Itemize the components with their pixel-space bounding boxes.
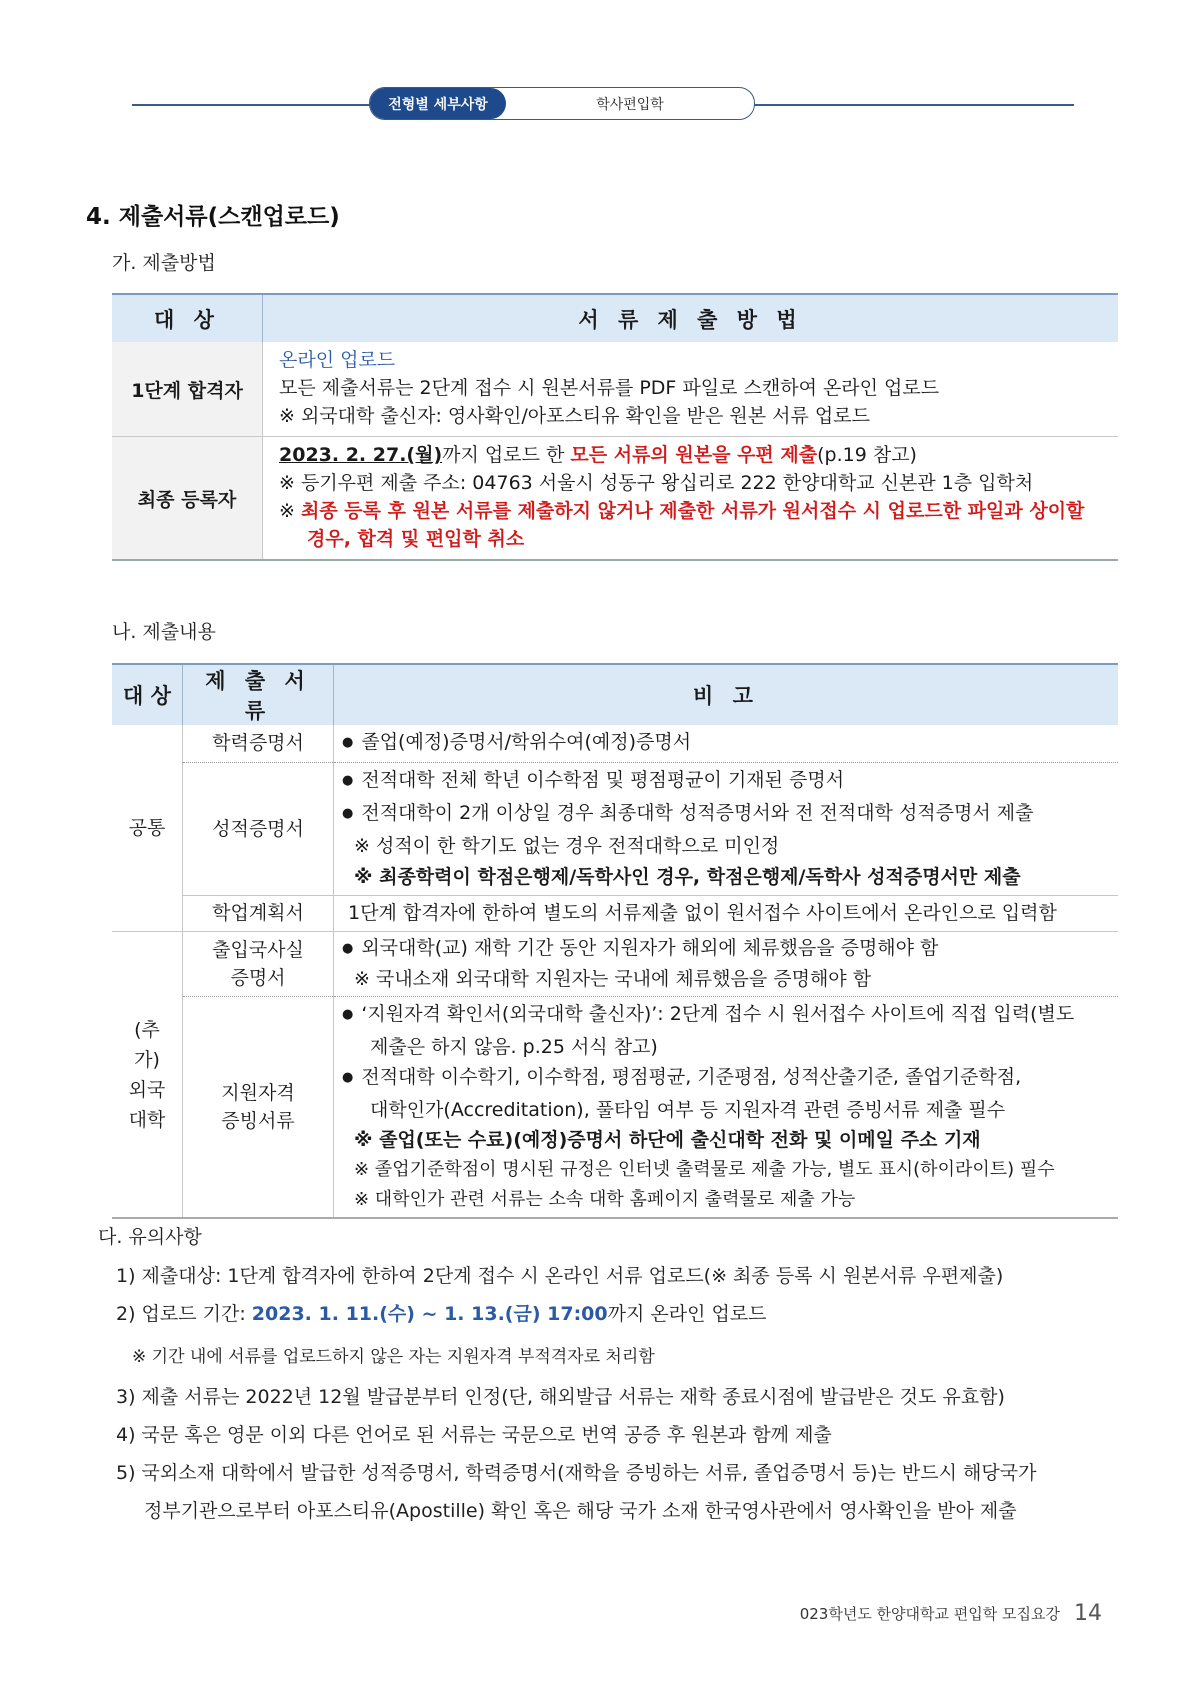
remark-note: ※ 국내소재 외국대학 지원자는 국내에 체류했음을 증명해야 함 <box>354 968 872 990</box>
notice-item-2-note: ※ 기간 내에 서류를 업로드하지 않은 자는 지원자격 부적격자로 처리함 <box>132 1347 655 1367</box>
warning-note <box>279 497 1108 525</box>
row-label: 최종 등록자 <box>112 437 263 561</box>
doc-name: 출입국사실 증명서 <box>183 932 334 997</box>
remark-note: ※ 졸업기준학점이 명시된 규정은 인터넷 출력물로 제출 가능, 별도 표시(하이라이트) 필수 <box>354 1159 1055 1180</box>
remark-note: ※ 최종학력이 학점은행제/독학사인 경우, 학점은행제/독학사 성적증명서만 제출 <box>354 866 1021 888</box>
notice-item-2 <box>116 1299 767 1326</box>
remark-cell <box>334 763 1119 896</box>
header-tab-group <box>369 87 755 120</box>
table-header-docs: 제 출 서 류 <box>183 664 334 725</box>
notice-text: 2) 업로드 기간: <box>116 1303 252 1325</box>
part-b-title: 나. 제출내용 <box>112 621 216 643</box>
remark-continued: 제출은 하지 않음. p.25 서식 참고) <box>370 1036 658 1058</box>
doc-name: 학업계획서 <box>183 896 334 932</box>
highlight-text: 모든 서류의 원본을 우편 제출 <box>570 444 818 466</box>
notice-text: 까지 온라인 업로드 <box>607 1303 767 1325</box>
table-header-remarks: 비 고 <box>334 664 1119 725</box>
remark-bullet: ● 전적대학 전체 학년 이수학점 및 평점평균이 기재된 증명서 <box>342 765 1108 798</box>
doc-name: 지원자격 증빙서류 <box>183 997 334 1219</box>
notice-item-3: 3) 제출 서류는 2022년 12월 발급분부터 인정(단, 해외발급 서류는 재학 종료시점에 발급받은 것도 유효함) <box>116 1386 1005 1408</box>
table-row <box>112 932 1118 997</box>
notice-item-5-continued: 정부기관으로부터 아포스티유(Apostille) 확인 혹은 해당 국가 소재 한국영사관에서 영사확인을 받아 제출 <box>144 1500 1017 1522</box>
remark-cell <box>334 997 1119 1219</box>
table-row <box>112 725 1118 763</box>
remark-cell <box>334 932 1119 997</box>
table-row <box>112 896 1118 932</box>
row-text-part: 까지 업로드 한 <box>442 444 571 466</box>
doc-name: 학력증명서 <box>183 725 334 763</box>
notice-item-1: 1) 제출대상: 1단계 합격자에 한하여 2단계 접수 시 온라인 서류 업로드(※ 최종 등록 시 원본서류 우편제출) <box>116 1265 1004 1287</box>
table-header-target: 대 상 <box>112 294 263 342</box>
footer-text: 023학년도 한양대학교 편입학 모집요강 <box>799 1605 1060 1623</box>
remark-bullet: ● 졸업(예정)증명서/학위수여(예정)증명서 <box>342 727 1108 760</box>
warning-text: 경우, 합격 및 편입학 취소 <box>307 528 525 550</box>
section-title: 4. 제출서류(스캔업로드) <box>86 204 340 230</box>
remark-cell: 1단계 합격자에 한하여 별도의 서류제출 없이 원서접수 사이트에서 온라인으로 입력함 <box>334 896 1119 932</box>
row-content <box>263 342 1119 437</box>
table-row <box>112 437 1118 561</box>
row-text <box>279 441 1108 469</box>
remark-bullet: ● 외국대학(교) 재학 기간 동안 지원자가 해외에 체류했음을 증명해야 함 <box>342 934 1108 965</box>
page-footer <box>800 1601 1102 1626</box>
row-note: ※ 외국대학 출신자: 영사확인/아포스티유 확인을 받은 원본 서류 업로드 <box>279 405 870 427</box>
warning-text: 최종 등록 후 원본 서류를 제출하지 않거나 제출한 서류가 원서접수 시 업로드한 파일과 상이할 <box>300 500 1085 522</box>
page-number: 14 <box>1074 1601 1102 1626</box>
remark-cell <box>334 725 1119 763</box>
submission-content-table <box>112 663 1118 1219</box>
remark-note: ※ 대학인가 관련 서류는 소속 대학 홈페이지 출력물로 제출 가능 <box>354 1189 856 1210</box>
table-row <box>112 763 1118 896</box>
remark-continued: 대학인가(Accreditation), 풀타임 여부 등 지원자격 관련 증빙서류 제출 필수 <box>370 1099 1006 1121</box>
upload-period: 2023. 1. 11.(수) ~ 1. 13.(금) 17:00 <box>251 1303 608 1325</box>
row-text-part: (p.19 참고) <box>817 444 917 466</box>
doc-name: 성적증명서 <box>183 763 334 896</box>
mailing-address: ※ 등기우편 제출 주소: 04763 서울시 성동구 왕십리로 222 한양대학교 신본관 1층 입학처 <box>279 472 1034 494</box>
remark-bullet: ● ‘지원자격 확인서(외국대학 출신자)’: 2단계 접수 시 원서접수 사이트에 직접 입력(별도 <box>342 999 1108 1032</box>
row-content <box>263 437 1119 561</box>
table-row <box>112 997 1118 1219</box>
part-c-title: 다. 유의사항 <box>98 1226 202 1248</box>
notice-item-4: 4) 국문 혹은 영문 이외 다른 언어로 된 서류는 국문으로 번역 공증 후 원본과 함께 제출 <box>116 1424 832 1446</box>
notice-item-5: 5) 국외소재 대학에서 발급한 성적증명서, 학력증명서(재학을 증빙하는 서류, 졸업증명서 등)는 반드시 해당국가 <box>116 1462 1037 1484</box>
remark-note: ※ 성적이 한 학기도 없는 경우 전적대학으로 미인정 <box>354 835 780 857</box>
row-label: 1단계 합격자 <box>112 342 263 437</box>
deadline-date: 2023. 2. 27.(월) <box>279 444 443 466</box>
group-label-foreign: (추가) 외국 대학 <box>112 932 183 1219</box>
table-header-target: 대 상 <box>112 664 183 725</box>
remark-bullet: ● 전적대학 이수학기, 이수학점, 평점평균, 기준평점, 성적산출기준, 졸업기준학점, <box>342 1062 1108 1095</box>
submission-method-table <box>112 293 1118 561</box>
remark-bullet: ● 전적대학이 2개 이상일 경우 최종대학 성적증명서와 전 전적대학 성적증명서 제출 <box>342 798 1108 831</box>
table-row <box>112 342 1118 437</box>
header-tab-subcategory: 학사편입학 <box>596 96 664 113</box>
row-text: 모든 제출서류는 2단계 접수 시 원본서류를 PDF 파일로 스캔하여 온라인 업로드 <box>279 377 940 399</box>
table-header-method: 서 류 제 출 방 법 <box>263 294 1119 342</box>
online-upload-heading: 온라인 업로드 <box>279 349 396 371</box>
header-tab-category: 전형별 세부사항 <box>370 88 506 119</box>
part-a-title: 가. 제출방법 <box>112 252 216 274</box>
note-mark: ※ <box>279 500 301 522</box>
group-label-common: 공통 <box>112 725 183 932</box>
remark-note: ※ 졸업(또는 수료)(예정)증명서 하단에 출신대학 전화 및 이메일 주소 기재 <box>354 1129 981 1151</box>
